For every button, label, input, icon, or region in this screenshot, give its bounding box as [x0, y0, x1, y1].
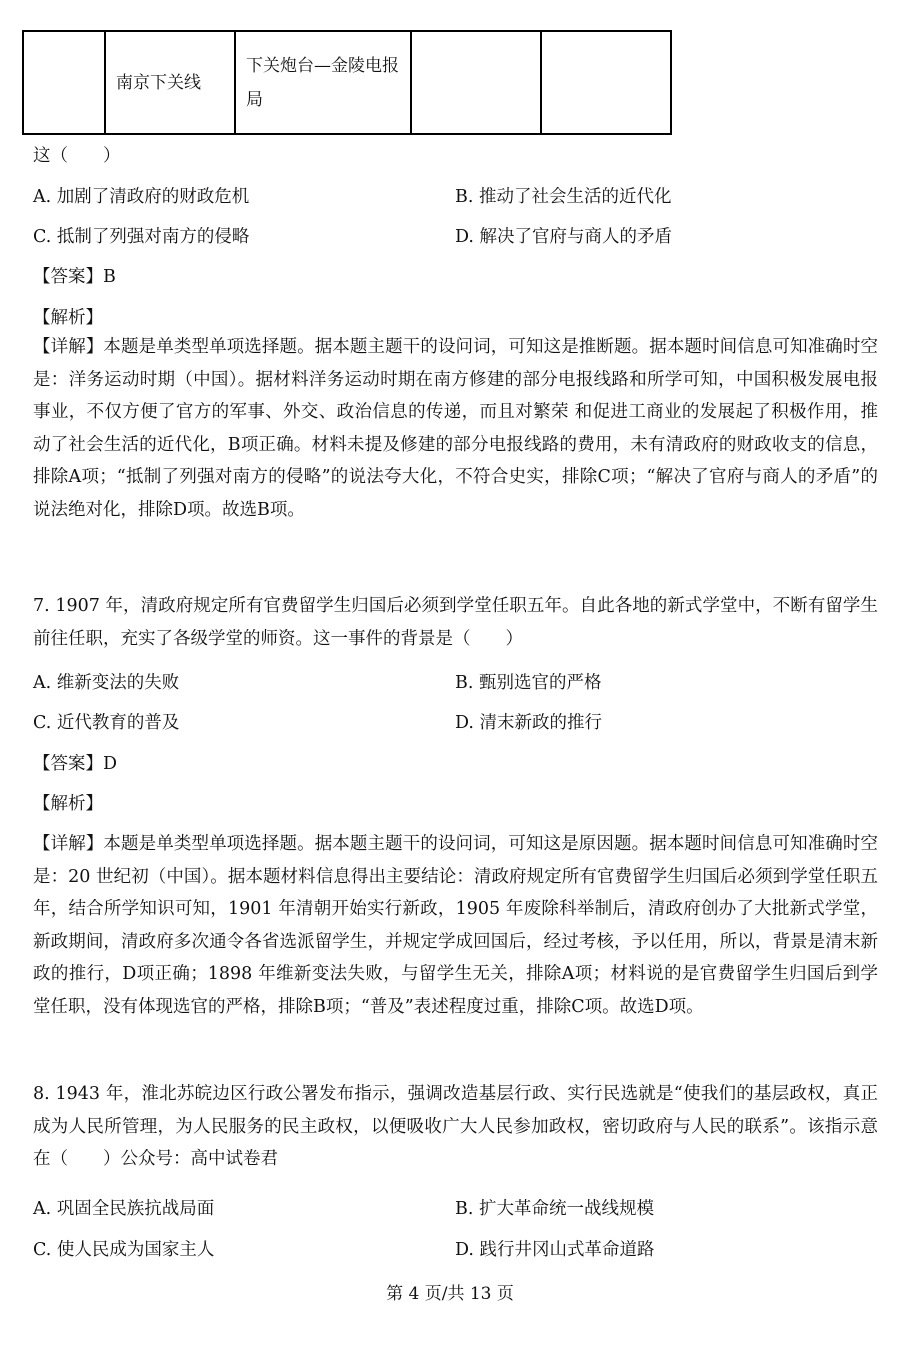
q6-option-c: C. 抵制了列强对南方的侵略	[33, 227, 250, 247]
q7-analysis-label: 【解析】	[33, 794, 103, 814]
q6-option-d: D. 解决了官府与商人的矛盾	[455, 227, 673, 247]
table-cell: 南京下关线	[105, 31, 235, 134]
q6-option-a: A. 加剧了清政府的财政危机	[33, 187, 250, 207]
q8-option-d: D. 践行井冈山式革命道路	[455, 1240, 655, 1260]
q8-stem: 8. 1943 年，淮北苏皖边区行政公署发布指示，强调改造基层行政、实行民选就是“使我们的基层政权，真正成为人民所管理，为人民服务的民主政权，以便吸收广大人民参加政权，密切政府与人民的联系”。该指示意在（ ）公众号：高中试卷君	[33, 1084, 878, 1169]
q7-option-a: A. 维新变法的失败	[33, 673, 180, 693]
q8-option-c: C. 使人民成为国家主人	[33, 1240, 215, 1260]
table-row	[23, 31, 671, 134]
table-cell	[23, 31, 105, 134]
q6-option-b: B. 推动了社会生活的近代化	[455, 187, 672, 207]
q7-stem: 7. 1907 年，清政府规定所有官费留学生归国后必须到学堂任职五年。自此各地的新式学堂中，不断有留学生前往任职，充实了各级学堂的师资。这一事件的背景是（ ）	[33, 596, 878, 649]
q7-option-d: D. 清末新政的推行	[455, 713, 603, 733]
q6-stem-tail: 这（ ）	[33, 146, 121, 166]
q7-option-c: C. 近代教育的普及	[33, 713, 180, 733]
q8-option-b: B. 扩大革命统一战线规模	[455, 1199, 654, 1219]
q6-answer: 【答案】B	[33, 267, 116, 287]
table-cell: 下关炮台—金陵电报局	[235, 31, 411, 134]
q6-detail: 【详解】本题是单类型单项选择题。据本题主题干的设问词，可知这是推断题。据本题时间信息可知准确时空是：洋务运动时期（中国）。据材料洋务运动时期在南方修建的部分电报线路和所学可知，中国积极发展电报事业，不仅方便了官方的军事、外交、政治信息的传递，而且对繁荣 和促进工商业的发展起了积极作用，推动了社会生活的近代化，B项正确。材料未提及修建的部分电报线路的费用，未有清政府的财政收支的信息，排除A项；“抵制了列强对南方的侵略”的说法夸大化，不符合史实，排除C项；“解决了官府与商人的矛盾”的说法绝对化，排除D项。故选B项。	[33, 337, 878, 520]
q7-answer: 【答案】D	[33, 754, 118, 774]
q7-detail: 【详解】本题是单类型单项选择题。据本题主题干的设问词，可知这是原因题。据本题时间信息可知准确时空是：20 世纪初（中国）。据本题材料信息得出主要结论：清政府规定所有官费留学生归国后必须到学堂任职五年，结合所学知识可知，1901 年清朝开始实行新政，1905 年废除科举制后，清政府创办了大批新式学堂，新政期间，清政府多次通令各省选派留学生，并规定学成回国后，经过考核，予以任用，所以，背景是清末新政的推行，D项正确；1898 年维新变法失败，与留学生无关，排除A项；材料说的是官费留学生归国后到学堂任职，没有体现选官的严格，排除B项；“普及”表述程度过重，排除C项。故选D项。	[33, 834, 878, 1017]
table-cell	[411, 31, 541, 134]
q7-option-b: B. 甄别选官的严格	[455, 673, 602, 693]
table-cell	[541, 31, 671, 134]
q6-analysis-label: 【解析】	[33, 308, 103, 328]
q8-option-a: A. 巩固全民族抗战局面	[33, 1199, 215, 1219]
telegraph-table	[22, 30, 672, 135]
page-footer: 第 4 页/共 13 页	[386, 1284, 514, 1304]
